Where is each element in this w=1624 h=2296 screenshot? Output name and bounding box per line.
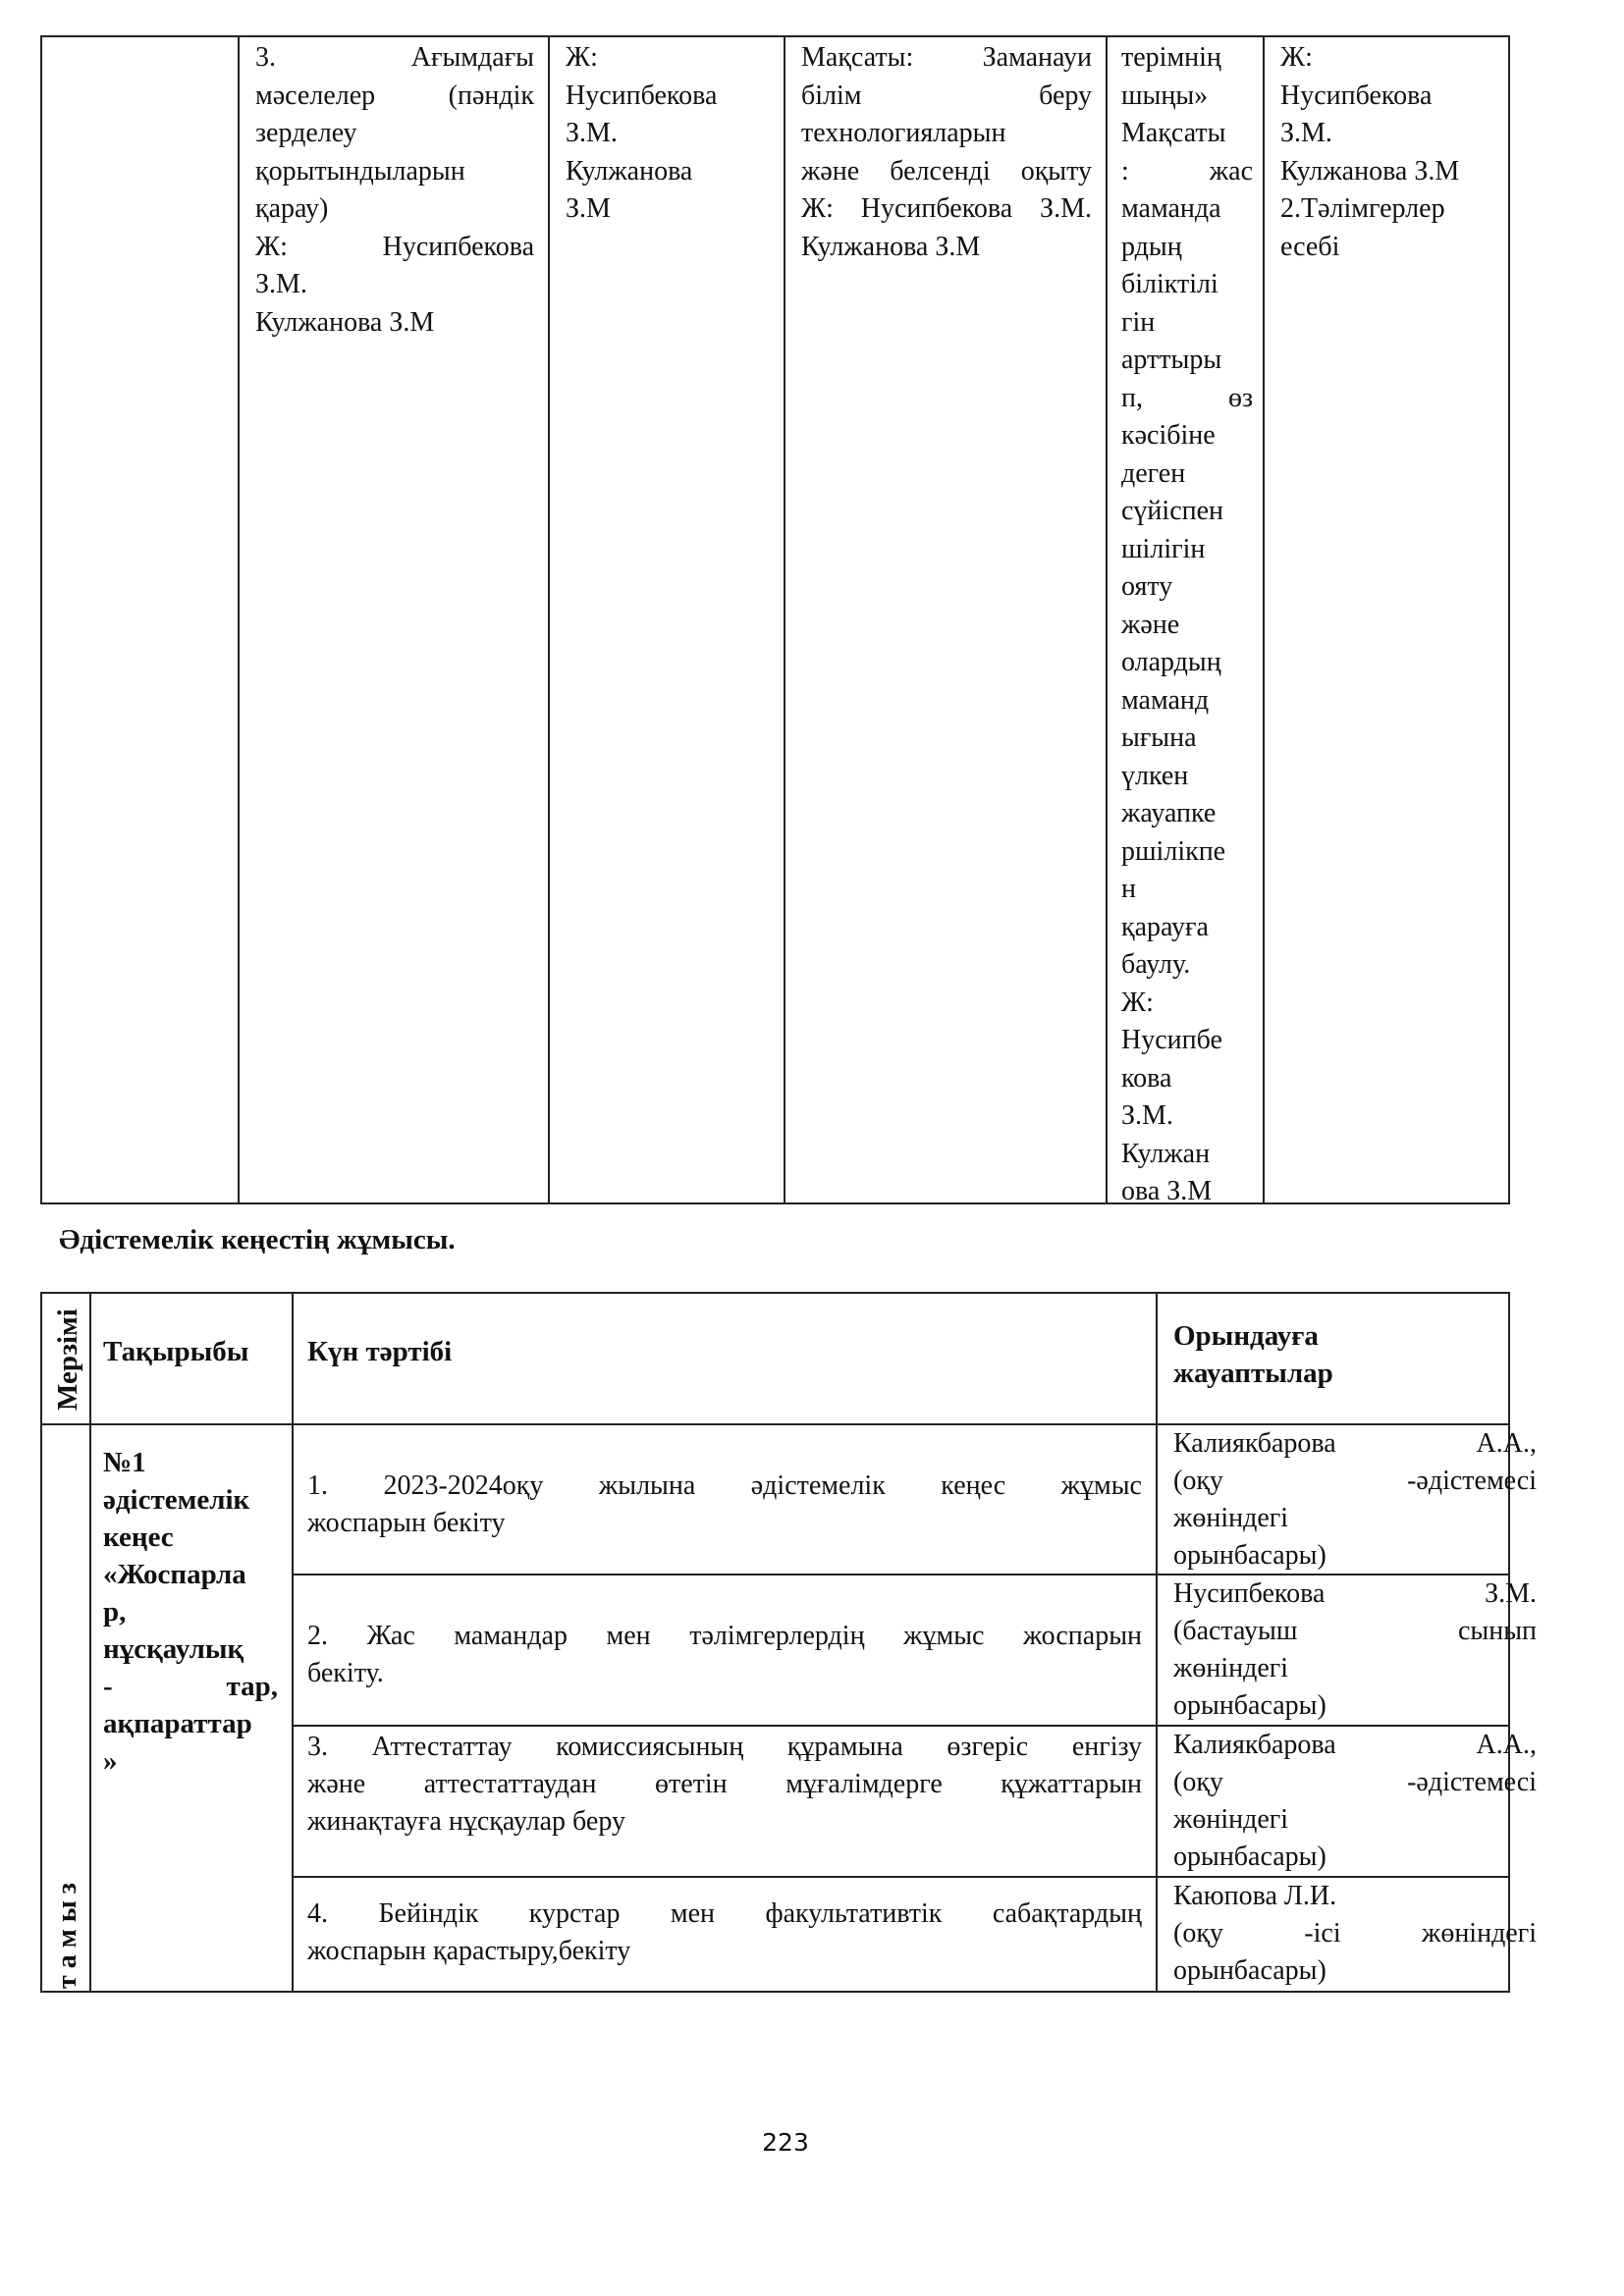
- word: өзгеріс: [947, 1732, 1029, 1762]
- agenda-text-line: [307, 1468, 1142, 1505]
- cell-text-line: баулу.: [1121, 949, 1191, 980]
- topic-cell: [103, 1444, 278, 1780]
- cell-text-line: З.М.: [1121, 1100, 1173, 1131]
- cell-text-line: Ж:: [1280, 42, 1313, 73]
- cell-text-line: Ж:: [1121, 987, 1154, 1018]
- cell-text-line: З.М: [566, 193, 611, 224]
- cell-text-line: Нусипбе: [1121, 1025, 1222, 1055]
- responsible-4: [1173, 1878, 1537, 1990]
- cell-text-line: қорытындыларын: [255, 155, 465, 187]
- word: өтетін: [654, 1769, 728, 1799]
- cell-text-line: маманда: [1121, 193, 1221, 224]
- agenda-text-line: [307, 1618, 1142, 1655]
- word: және: [801, 155, 860, 187]
- word: Ағымдағы: [410, 42, 534, 73]
- responsible-text-line: [1173, 1915, 1537, 1952]
- cell-text-line: деген: [1121, 457, 1186, 489]
- cell-text-line: [801, 78, 1092, 116]
- word: факультативтік: [765, 1898, 943, 1929]
- cell-text-line: және: [1121, 609, 1180, 640]
- responsible-text-line: [1173, 1463, 1537, 1500]
- word: мен: [606, 1621, 651, 1651]
- responsible-text-line: орынбасары): [1173, 1690, 1326, 1721]
- cell-text-line: н: [1121, 874, 1136, 904]
- cell-text-line: З.М.: [255, 269, 307, 299]
- cell-text-line: маманд: [1121, 684, 1210, 716]
- word: Ж:: [801, 193, 834, 224]
- t1-col-agenda: [238, 37, 548, 1202]
- word: 4.: [307, 1898, 328, 1929]
- cell-text-line: Ж:: [566, 42, 598, 73]
- word: жылына: [598, 1470, 696, 1501]
- cell-text-line: [801, 153, 1092, 191]
- methodical-council-table: [40, 1292, 1537, 1993]
- cell-text-line: Нусипбекова: [1280, 80, 1433, 111]
- cell-text-line: сүйіспен: [1121, 496, 1224, 526]
- responsible-text-line: жөніндегі: [1173, 1653, 1289, 1683]
- word: А.А.,: [1476, 1428, 1537, 1459]
- word: (пәндік: [448, 80, 534, 111]
- cell-text-line: ығына: [1121, 722, 1197, 753]
- word: тәлімгерлердің: [689, 1621, 865, 1651]
- word: құрамына: [786, 1732, 903, 1762]
- cell-text-line: Кулжанова З.М: [1280, 155, 1460, 187]
- topic-text-line: «Жоспарла: [103, 1559, 246, 1590]
- cell-text-line: кәсібіне: [1121, 420, 1216, 451]
- topic-text-line: №1: [103, 1447, 146, 1478]
- cell-text-line: шыңы»: [1121, 80, 1209, 111]
- t1-col-responsible: [548, 37, 784, 1202]
- cell-text-line: З.М.: [1280, 118, 1332, 148]
- topic-text-line: кеңес: [103, 1522, 174, 1553]
- cell-text-line: [255, 229, 534, 267]
- word: Мақсаты:: [801, 42, 914, 73]
- agenda-text-line: бекіту.: [307, 1658, 384, 1688]
- word: -ісі: [1304, 1918, 1341, 1949]
- word: Заманауи: [982, 42, 1092, 73]
- t1-col-goal-2: [1106, 37, 1263, 1206]
- word: жұмыс: [1060, 1470, 1142, 1501]
- word: 3.: [255, 42, 276, 73]
- topic-text-line: нұсқаулық: [103, 1633, 244, 1665]
- term-value: т а м ы з: [52, 1883, 82, 1989]
- topic-text-line: р,: [103, 1596, 127, 1628]
- page-number: 223: [762, 2128, 809, 2157]
- word: беру: [1039, 80, 1092, 111]
- word: Нусипбекова: [860, 193, 1013, 224]
- t1-col-goal: [784, 37, 1106, 1202]
- cell-text-line: [255, 39, 534, 78]
- cell-text-line: гін: [1121, 306, 1156, 338]
- t1-col-responsible-2: [1263, 37, 1508, 1202]
- cell-text-line: біліктілі: [1121, 269, 1218, 299]
- word: -әдістемесі: [1407, 1466, 1537, 1496]
- word: мәселелер: [255, 80, 376, 111]
- word: жөніндегі: [1421, 1918, 1537, 1949]
- word: курстар: [528, 1898, 621, 1929]
- word: әдістемелік: [750, 1470, 886, 1501]
- section-heading: Әдістемелік кеңестің жұмысы.: [59, 1224, 456, 1255]
- responsible-text-line: Каюпова Л.И.: [1173, 1881, 1337, 1911]
- responsible-2: [1173, 1575, 1537, 1725]
- agenda-item-3: [307, 1729, 1142, 1841]
- word: 1.: [307, 1470, 328, 1501]
- word: мамандар: [454, 1621, 568, 1651]
- cell-text-line: кова: [1121, 1062, 1172, 1094]
- cell-text-line: қарау): [255, 193, 329, 224]
- cell-text-line: Нусипбекова: [566, 80, 718, 111]
- word: З.М.: [1485, 1578, 1537, 1609]
- word: -әдістемесі: [1407, 1767, 1537, 1797]
- word: Нусипбекова: [382, 231, 534, 262]
- responsible-text-line: [1173, 1575, 1537, 1613]
- word: жас: [1209, 155, 1253, 187]
- cell-text-line: ова З.М: [1121, 1176, 1213, 1206]
- cell-text-line: қарауға: [1121, 911, 1209, 942]
- cell-text-line: жауапке: [1121, 798, 1217, 828]
- word: белсенді: [890, 155, 991, 187]
- agenda-text-line: [307, 1729, 1142, 1766]
- topic-text-line: ақпараттар: [103, 1708, 252, 1739]
- word: Аттестаттау: [371, 1732, 513, 1762]
- word: комиссиясының: [556, 1732, 744, 1762]
- agenda-text-line: жинақтауға нұсқаулар беру: [307, 1806, 625, 1837]
- cell-text-line: [255, 78, 534, 116]
- agenda-item-2: [307, 1618, 1142, 1692]
- cell-text-line: Мақсаты: [1121, 118, 1226, 148]
- topic-text-line: әдістемелік: [103, 1484, 250, 1516]
- responsible-text-line: орынбасары): [1173, 1540, 1326, 1571]
- word: енгізу: [1071, 1732, 1142, 1762]
- header-topic: Тақырыбы: [103, 1336, 249, 1367]
- word: жұмыс: [903, 1621, 985, 1651]
- cell-text-line: [1121, 153, 1253, 191]
- grid-line: [89, 1294, 91, 1991]
- responsible-3: [1173, 1727, 1537, 1876]
- word: 2.: [307, 1621, 328, 1651]
- word: жоспарын: [1023, 1621, 1142, 1651]
- cell-text-line: Кулжанова З.М: [801, 231, 981, 262]
- word: сынып: [1457, 1616, 1537, 1646]
- grid-line: [292, 1294, 294, 1991]
- cell-text-line: шілігін: [1121, 533, 1206, 564]
- plan-table-continuation: [40, 35, 1510, 1204]
- responsible-text-line: [1173, 1764, 1537, 1801]
- header-agenda: Күн тәртібі: [307, 1336, 453, 1367]
- word: құжаттарын: [1001, 1769, 1142, 1799]
- cell-text-line: [801, 190, 1092, 229]
- cell-text-line: технологияларын: [801, 118, 1006, 148]
- cell-text-line: Кулжанова З.М: [255, 306, 435, 338]
- word: Жас: [366, 1621, 415, 1651]
- agenda-text-line: [307, 1766, 1142, 1803]
- responsible-1: [1173, 1425, 1537, 1575]
- word: З.М.: [1040, 193, 1092, 224]
- word: п,: [1121, 382, 1143, 413]
- cell-text-line: 2.Тәлімгерлер: [1280, 193, 1445, 224]
- topic-text-line: [103, 1668, 278, 1705]
- word: Калиякбарова: [1173, 1730, 1336, 1760]
- topic-text-line: »: [103, 1745, 118, 1777]
- word: Ж:: [255, 231, 288, 262]
- responsible-text-line: орынбасары): [1173, 1955, 1326, 1986]
- word: Калиякбарова: [1173, 1428, 1336, 1459]
- cell-text-line: [1121, 380, 1253, 418]
- agenda-item-4: [307, 1896, 1142, 1970]
- word: 3.: [307, 1732, 328, 1762]
- cell-text-line: зерделеу: [255, 118, 357, 148]
- responsible-text-line: [1173, 1613, 1537, 1650]
- word: (бастауыш: [1173, 1616, 1298, 1646]
- word: -: [103, 1671, 113, 1702]
- cell-text-line: [801, 39, 1092, 78]
- word: 2023-2024оқу: [383, 1470, 544, 1501]
- responsible-text-line: [1173, 1425, 1537, 1463]
- agenda-item-1: [307, 1468, 1142, 1542]
- responsible-text-line: жөніндегі: [1173, 1804, 1289, 1835]
- cell-text-line: олардың: [1121, 647, 1221, 677]
- cell-text-line: ояту: [1121, 571, 1173, 602]
- cell-text-line: Кулжанова: [566, 155, 693, 187]
- cell-text-line: ршілікпе: [1121, 835, 1226, 867]
- cell-text-line: үлкен: [1121, 760, 1189, 791]
- word: :: [1121, 155, 1129, 187]
- word: тар,: [226, 1671, 278, 1702]
- t1-col-1: [42, 37, 238, 1202]
- cell-text-line: есебі: [1280, 231, 1340, 262]
- cell-text-line: рдың: [1121, 231, 1182, 262]
- header-responsible-line1: Орындауға: [1173, 1320, 1319, 1352]
- word: Нусипбекова: [1173, 1578, 1326, 1609]
- responsible-text-line: [1173, 1727, 1537, 1764]
- header-responsible-line2: жауаптылар: [1173, 1358, 1333, 1389]
- word: мен: [670, 1898, 716, 1929]
- agenda-text-line: [307, 1896, 1142, 1933]
- word: өз: [1227, 382, 1253, 413]
- word: (оқу: [1173, 1466, 1223, 1496]
- responsible-text-line: жөніндегі: [1173, 1503, 1289, 1533]
- word: (оқу: [1173, 1918, 1223, 1949]
- header-term: Мерзімі: [52, 1308, 83, 1411]
- word: сабақтардың: [992, 1898, 1142, 1929]
- word: оқыту: [1020, 155, 1092, 187]
- cell-text-line: терімнің: [1121, 42, 1221, 73]
- word: білім: [801, 80, 862, 111]
- grid-line: [1156, 1294, 1158, 1991]
- agenda-text-line: жоспарын бекіту: [307, 1508, 506, 1538]
- header-responsible: [1173, 1317, 1497, 1392]
- word: мұғалімдерге: [785, 1769, 943, 1799]
- word: және: [307, 1769, 366, 1799]
- cell-text-line: Кулжан: [1121, 1138, 1211, 1169]
- agenda-text-line: жоспарын қарастыру,бекіту: [307, 1936, 631, 1966]
- word: (оқу: [1173, 1767, 1223, 1797]
- responsible-text-line: орынбасары): [1173, 1842, 1326, 1872]
- cell-text-line: арттыры: [1121, 345, 1222, 375]
- word: кеңес: [941, 1470, 1006, 1501]
- word: Бейіндік: [378, 1898, 479, 1929]
- cell-text-line: З.М.: [566, 118, 618, 148]
- word: аттестаттаудан: [423, 1769, 597, 1799]
- word: А.А.,: [1476, 1730, 1537, 1760]
